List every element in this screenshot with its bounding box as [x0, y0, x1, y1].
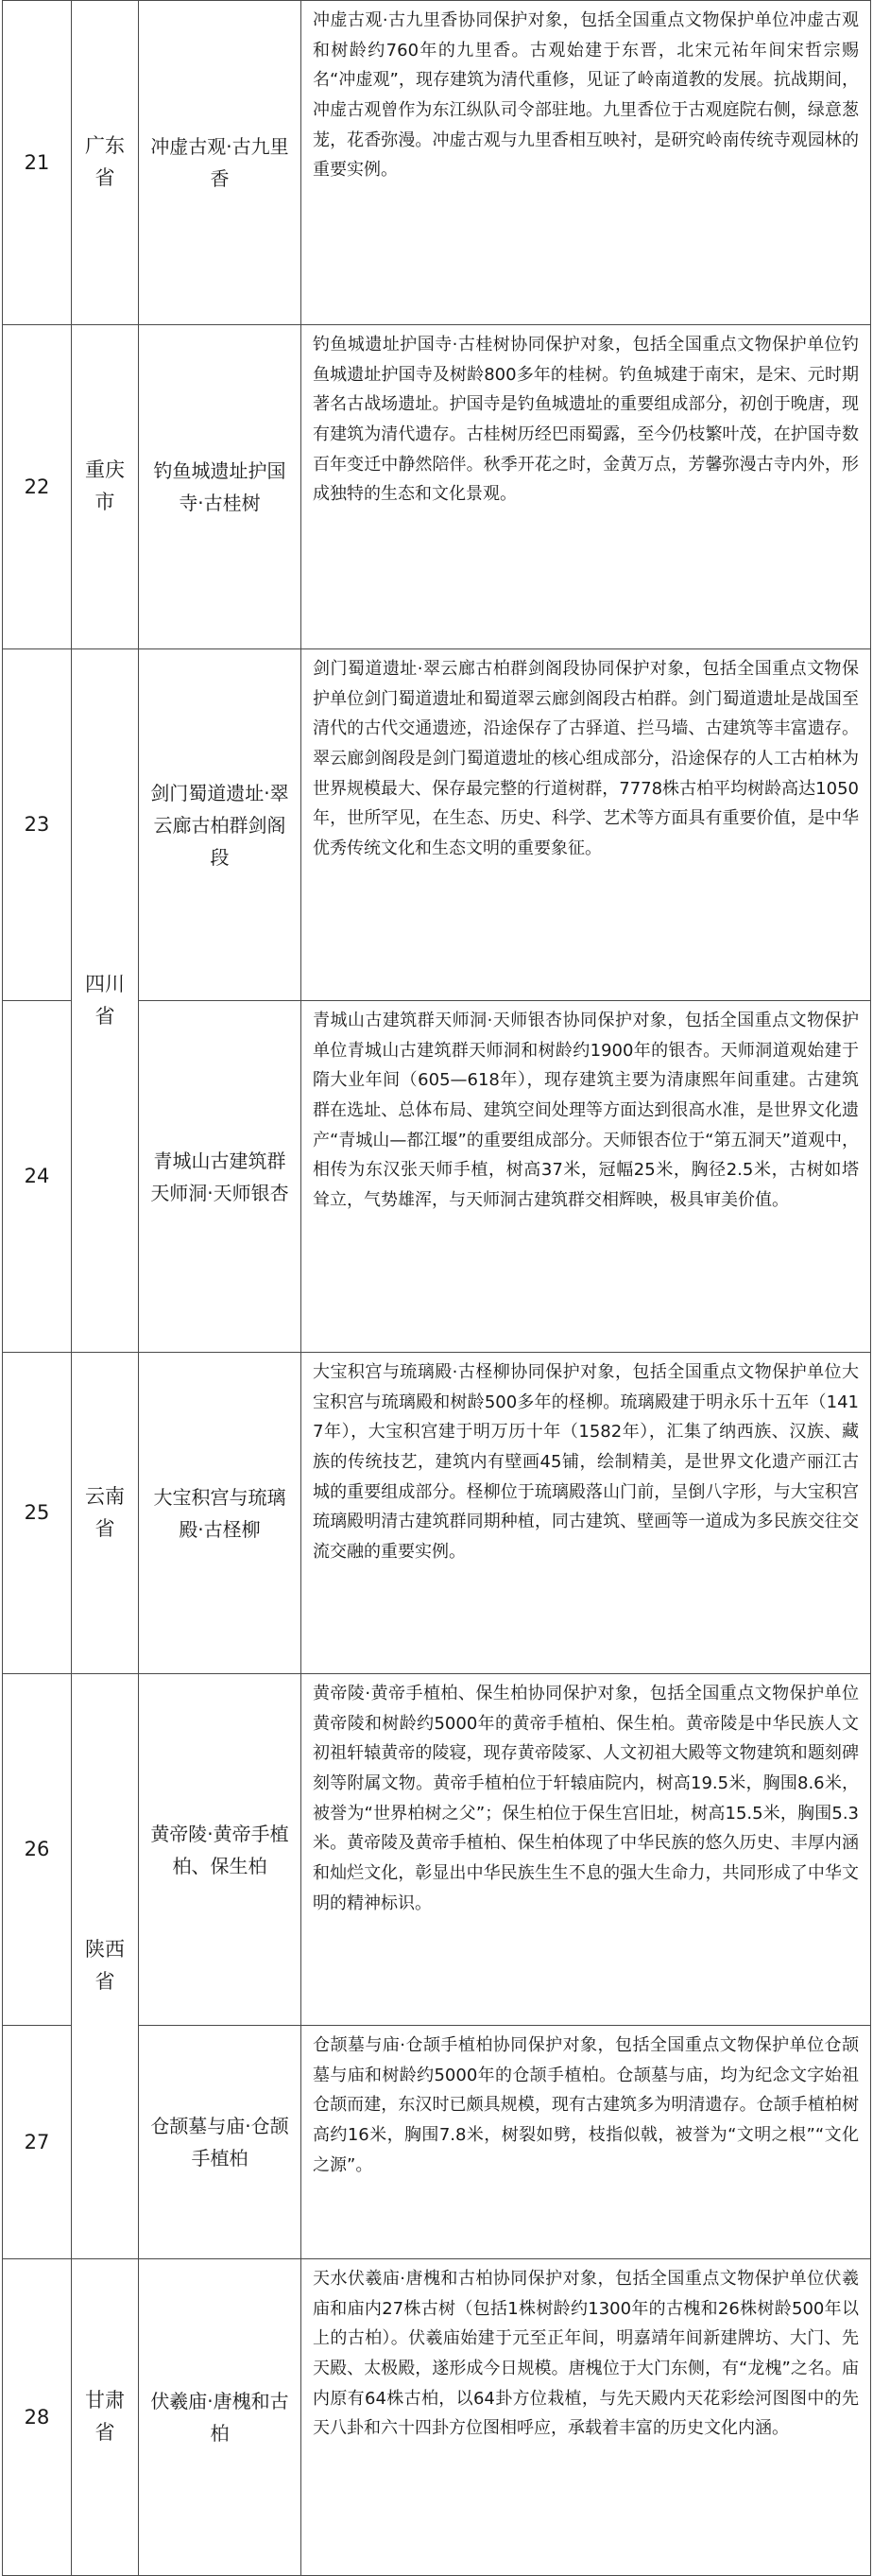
table-row: [3, 1, 871, 325]
site-name-cell: [139, 1, 301, 325]
description-cell: 大宝积宫与琉璃殿·古柽柳协同保护对象，包括全国重点文物保护单位大宝积宫与琉璃殿和树龄500多年的柽柳。琉璃殿建于明永乐十五年（1417年），大宝积宫建于明万历十年（1582年），汇集了纳西族、汉族、藏族的传统技艺，建筑内有壁画45铺，绘制精美，是世界文化遗产丽江古城的重要组成部分。柽柳位于琉璃殿落山门前，呈倒八字形，与大宝积宫琉璃殿明清古建筑群同期种植，同古建筑、壁画等一道成为多民族交往交流交融的重要实例。: [301, 1353, 871, 1674]
table-row: [3, 325, 871, 649]
row-number: 28: [3, 2259, 72, 2576]
site-name: 仓颉墓与庙·仓颉手植柏: [150, 2115, 289, 2170]
site-name: 青城山古建筑群天师洞·天师银杏: [150, 1149, 289, 1204]
row-number: 26: [3, 1674, 72, 2026]
site-name-cell: [139, 649, 301, 1001]
site-name-cell: [139, 2026, 301, 2259]
site-name-cell: [139, 2259, 301, 2576]
table-row: [3, 1353, 871, 1674]
description-cell: 青城山古建筑群天师洞·天师银杏协同保护对象，包括全国重点文物保护单位青城山古建筑群天师洞和树龄约1900年的银杏。天师洞道观始建于隋大业年间（605—618年），现存建筑主要为清康熙年间重建。古建筑群在选址、总体布局、建筑空间处理等方面达到很高水准，是世界文化遗产“青城山—都江堰”的重要组成部分。天师银杏位于“第五洞天”道观中，相传为东汉张天师手植，树高37米，冠幅25米，胸径2.5米，古树如塔耸立，气势雄浑，与天师洞古建筑群交相辉映，极具审美价值。: [301, 1001, 871, 1353]
row-number: 21: [3, 1, 72, 325]
province-cell: 四川省: [72, 649, 139, 1353]
row-number: 24: [3, 1001, 72, 1353]
heritage-table: [2, 0, 871, 2576]
site-name: 伏羲庙·唐槐和古柏: [150, 2390, 289, 2445]
description-cell: 黄帝陵·黄帝手植柏、保生柏协同保护对象，包括全国重点文物保护单位黄帝陵和树龄约5000年的黄帝手植柏、保生柏。黄帝陵是中华民族人文初祖轩辕黄帝的陵寝，现存黄帝陵冢、人文初祖大殿等文物建筑和题刻碑刻等附属文物。黄帝手植柏位于轩辕庙院内，树高19.5米，胸围8.6米，被誉为“世界柏树之父”；保生柏位于保生宫旧址，树高15.5米，胸围5.3米。黄帝陵及黄帝手植柏、保生柏体现了中华民族的悠久历史、丰厚内涵和灿烂文化，彰显出中华民族生生不息的强大生命力，共同形成了中华文明的精神标识。: [301, 1674, 871, 2026]
site-name: 钓鱼城遗址护国寺·古桂树: [153, 459, 286, 514]
table-row: [3, 1674, 871, 2026]
description-cell: 仓颉墓与庙·仓颉手植柏协同保护对象，包括全国重点文物保护单位仓颉墓与庙和树龄约5000年的仓颉手植柏。仓颉墓与庙，均为纪念文字始祖仓颉而建，东汉时已颇具规模，现有古建筑多为明清遗存。仓颉手植柏树高约16米，胸围7.8米，树裂如劈，枝指似戟，被誉为“文明之根”“文化之源”。: [301, 2026, 871, 2259]
province-cell: 广东省: [72, 1, 139, 325]
table-row: [3, 2259, 871, 2576]
row-number: 23: [3, 649, 72, 1001]
row-number: 22: [3, 325, 72, 649]
province-cell: 重庆市: [72, 325, 139, 649]
site-name-cell: [139, 1001, 301, 1353]
province-cell: 甘肃省: [72, 2259, 139, 2576]
table-row: [3, 649, 871, 1001]
description-cell: 剑门蜀道遗址·翠云廊古柏群剑阁段协同保护对象，包括全国重点文物保护单位剑门蜀道遗址和蜀道翠云廊剑阁段古柏群。剑门蜀道遗址是战国至清代的古代交通遗迹，沿途保存了古驿道、拦马墙、古建筑等丰富遗存。翠云廊剑阁段是剑门蜀道遗址的核心组成部分，沿途保存的人工古柏林为世界规模最大、保存最完整的行道树群，7778株古柏平均树龄高达1050年，世所罕见，在生态、历史、科学、艺术等方面具有重要价值，是中华优秀传统文化和生态文明的重要象征。: [301, 649, 871, 1001]
description-cell: 天水伏羲庙·唐槐和古柏协同保护对象，包括全国重点文物保护单位伏羲庙和庙内27株古树（包括1株树龄约1300年的古槐和26株树龄500年以上的古柏）。伏羲庙始建于元至正年间，明嘉靖年间新建牌坊、大门、先天殿、太极殿，遂形成今日规模。唐槐位于大门东侧，有“龙槐”之名。庙内原有64株古柏，以64卦方位栽植，与先天殿内天花彩绘河图图中的先天八卦和六十四卦方位图相呼应，承载着丰富的历史文化内涵。: [301, 2259, 871, 2576]
row-number: 25: [3, 1353, 72, 1674]
site-name-cell: [139, 325, 301, 649]
province-cell: 云南省: [72, 1353, 139, 1674]
row-number: 27: [3, 2026, 72, 2259]
site-name-cell: [139, 1353, 301, 1674]
site-name-cell: [139, 1674, 301, 2026]
site-name: 黄帝陵·黄帝手植柏、保生柏: [150, 1822, 289, 1877]
site-name: 冲虚古观·古九里香: [150, 135, 289, 190]
site-name: 大宝积宫与琉璃殿·古柽柳: [153, 1485, 286, 1541]
province-cell: 陕西省: [72, 1674, 139, 2259]
description-cell: 冲虚古观·古九里香协同保护对象，包括全国重点文物保护单位冲虚古观和树龄约760年的九里香。古观始建于东晋，北宋元祐年间宋哲宗赐名“冲虚观”，现存建筑为清代重修，见证了岭南道教的发展。抗战期间，冲虚古观曾作为东江纵队司令部驻地。九里香位于古观庭院右侧，绿意葱茏，花香弥漫。冲虚古观与九里香相互映衬，是研究岭南传统寺观园林的重要实例。: [301, 1, 871, 325]
site-name: 剑门蜀道遗址·翠云廊古柏群剑阁段: [150, 781, 289, 869]
description-cell: 钓鱼城遗址护国寺·古桂树协同保护对象，包括全国重点文物保护单位钓鱼城遗址护国寺及树龄800多年的桂树。钓鱼城建于南宋，是宋、元时期著名古战场遗址。护国寺是钓鱼城遗址的重要组成部分，初创于晚唐，现有建筑为清代遗存。古桂树历经巴雨蜀露，至今仍枝繁叶茂，在护国寺数百年变迁中静然陪伴。秋季开花之时，金黄万点，芳馨弥漫古寺内外，形成独特的生态和文化景观。: [301, 325, 871, 649]
